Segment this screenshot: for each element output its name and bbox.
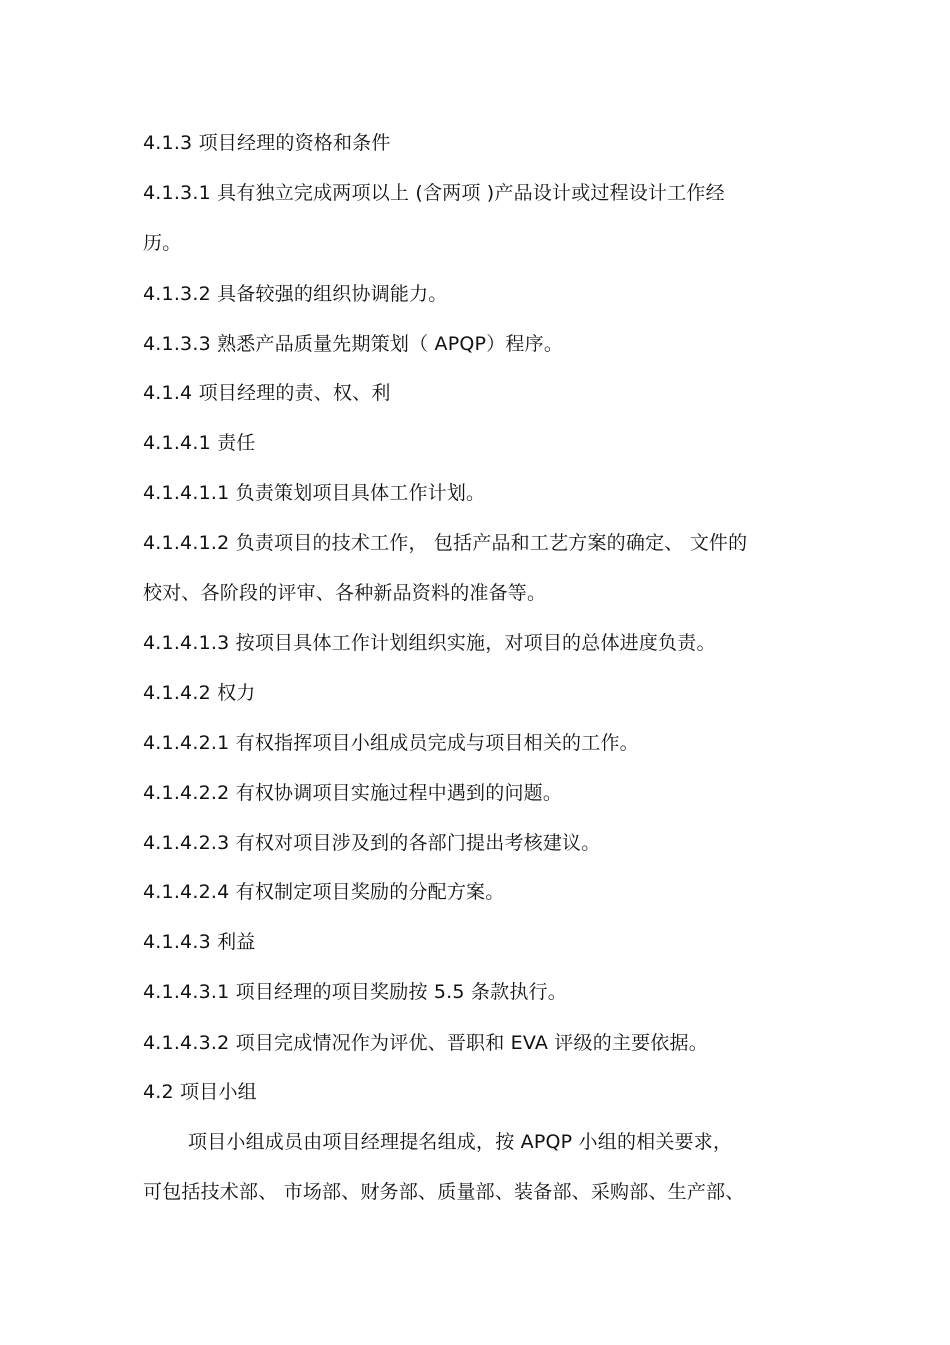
paragraph-line: 校对、各阶段的评审、各种新品资料的准备等。 <box>143 582 547 604</box>
paragraph-line: 历。 <box>143 232 182 254</box>
paragraph-line: 4.1.4.2.4 有权制定项目奖励的分配方案。 <box>143 881 505 903</box>
paragraph-line: 4.1.4.1.2 负责项目的技术工作， 包括产品和工艺方案的确定、 文件的 <box>143 532 748 554</box>
paragraph-line: 4.1.4.2.3 有权对项目涉及到的各部门提出考核建议。 <box>143 832 601 854</box>
section-heading-4-2: 4.2 项目小组 <box>143 1081 257 1103</box>
paragraph-line: 4.1.4.3.1 项目经理的项目奖励按 5.5 条款执行。 <box>143 981 567 1003</box>
paragraph-line: 4.1.4.1.1 负责策划项目具体工作计划。 <box>143 482 486 504</box>
paragraph-line: 4.1.4.1.3 按项目具体工作计划组织实施，对项目的总体进度负责。 <box>143 632 716 654</box>
paragraph-line: 4.1.4.2.1 有权指挥项目小组成员完成与项目相关的工作。 <box>143 732 639 754</box>
paragraph-line: 4.1.4.2.2 有权协调项目实施过程中遇到的问题。 <box>143 782 563 804</box>
paragraph-line: 4.1.3.3 熟悉产品质量先期策划（ APQP）程序。 <box>143 333 564 355</box>
paragraph-line: 可包括技术部、 市场部、财务部、质量部、装备部、采购部、生产部、 <box>143 1181 745 1203</box>
section-heading-4-1-4-3: 4.1.4.3 利益 <box>143 931 256 953</box>
section-heading-4-1-3: 4.1.3 项目经理的资格和条件 <box>143 132 391 154</box>
section-heading-4-1-4-1: 4.1.4.1 责任 <box>143 432 256 454</box>
section-heading-4-1-4: 4.1.4 项目经理的责、权、利 <box>143 382 391 404</box>
section-heading-4-1-4-2: 4.1.4.2 权力 <box>143 682 256 704</box>
paragraph-line: 4.1.4.3.2 项目完成情况作为评优、晋职和 EVA 评级的主要依据。 <box>143 1032 708 1054</box>
paragraph-line: 4.1.3.2 具备较强的组织协调能力。 <box>143 283 448 305</box>
paragraph-line: 4.1.3.1 具有独立完成两项以上 (含两项 )产品设计或过程设计工作经 <box>143 182 725 204</box>
paragraph-line: 项目小组成员由项目经理提名组成，按 APQP 小组的相关要求， <box>188 1131 733 1153</box>
